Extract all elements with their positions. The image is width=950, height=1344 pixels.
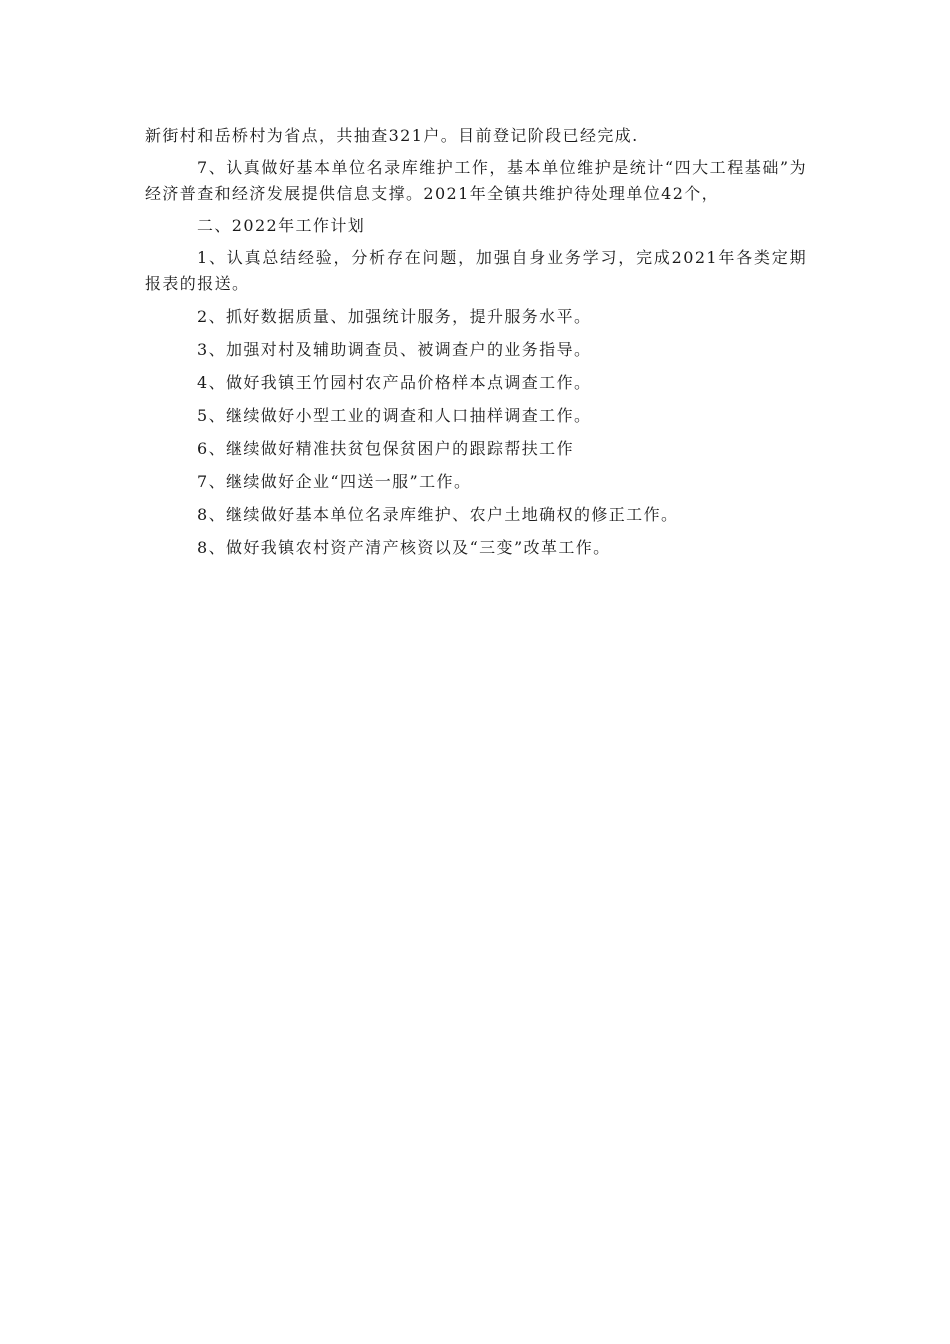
plan-item-7: 7、继续做好企业“四送一服”工作。	[197, 472, 472, 491]
paragraph-continuation: 新街村和岳桥村为省点，共抽查321户。目前登记阶段已经完成.	[145, 126, 639, 145]
plan-item-1: 1、认真总结经验，分析存在问题，加强自身业务学习，完成2021年各类定期报表的报送。	[145, 248, 807, 293]
plan-item-6: 6、继续做好精准扶贫包保贫困户的跟踪帮扶工作	[197, 439, 574, 458]
plan-item-8b: 8、做好我镇农村资产清产核资以及“三变”改革工作。	[197, 538, 611, 557]
plan-item-2: 2、抓好数据质量、加强统计服务，提升服务水平。	[197, 307, 592, 326]
paragraph-item-7-summary: 7、认真做好基本单位名录库维护工作，基本单位维护是统计“四大工程基础”为经济普查和经济发展提供信息支撑。2021年全镇共维护待处理单位42个，	[145, 158, 807, 203]
plan-item-3: 3、加强对村及辅助调查员、被调查户的业务指导。	[197, 340, 592, 359]
section-heading-2022-plan: 二、2022年工作计划	[197, 216, 366, 235]
document-body	[145, 123, 807, 561]
plan-item-5: 5、继续做好小型工业的调查和人口抽样调查工作。	[197, 406, 592, 425]
plan-item-8a: 8、继续做好基本单位名录库维护、农户土地确权的修正工作。	[197, 505, 679, 524]
plan-item-4: 4、做好我镇王竹园村农产品价格样本点调查工作。	[197, 373, 592, 392]
